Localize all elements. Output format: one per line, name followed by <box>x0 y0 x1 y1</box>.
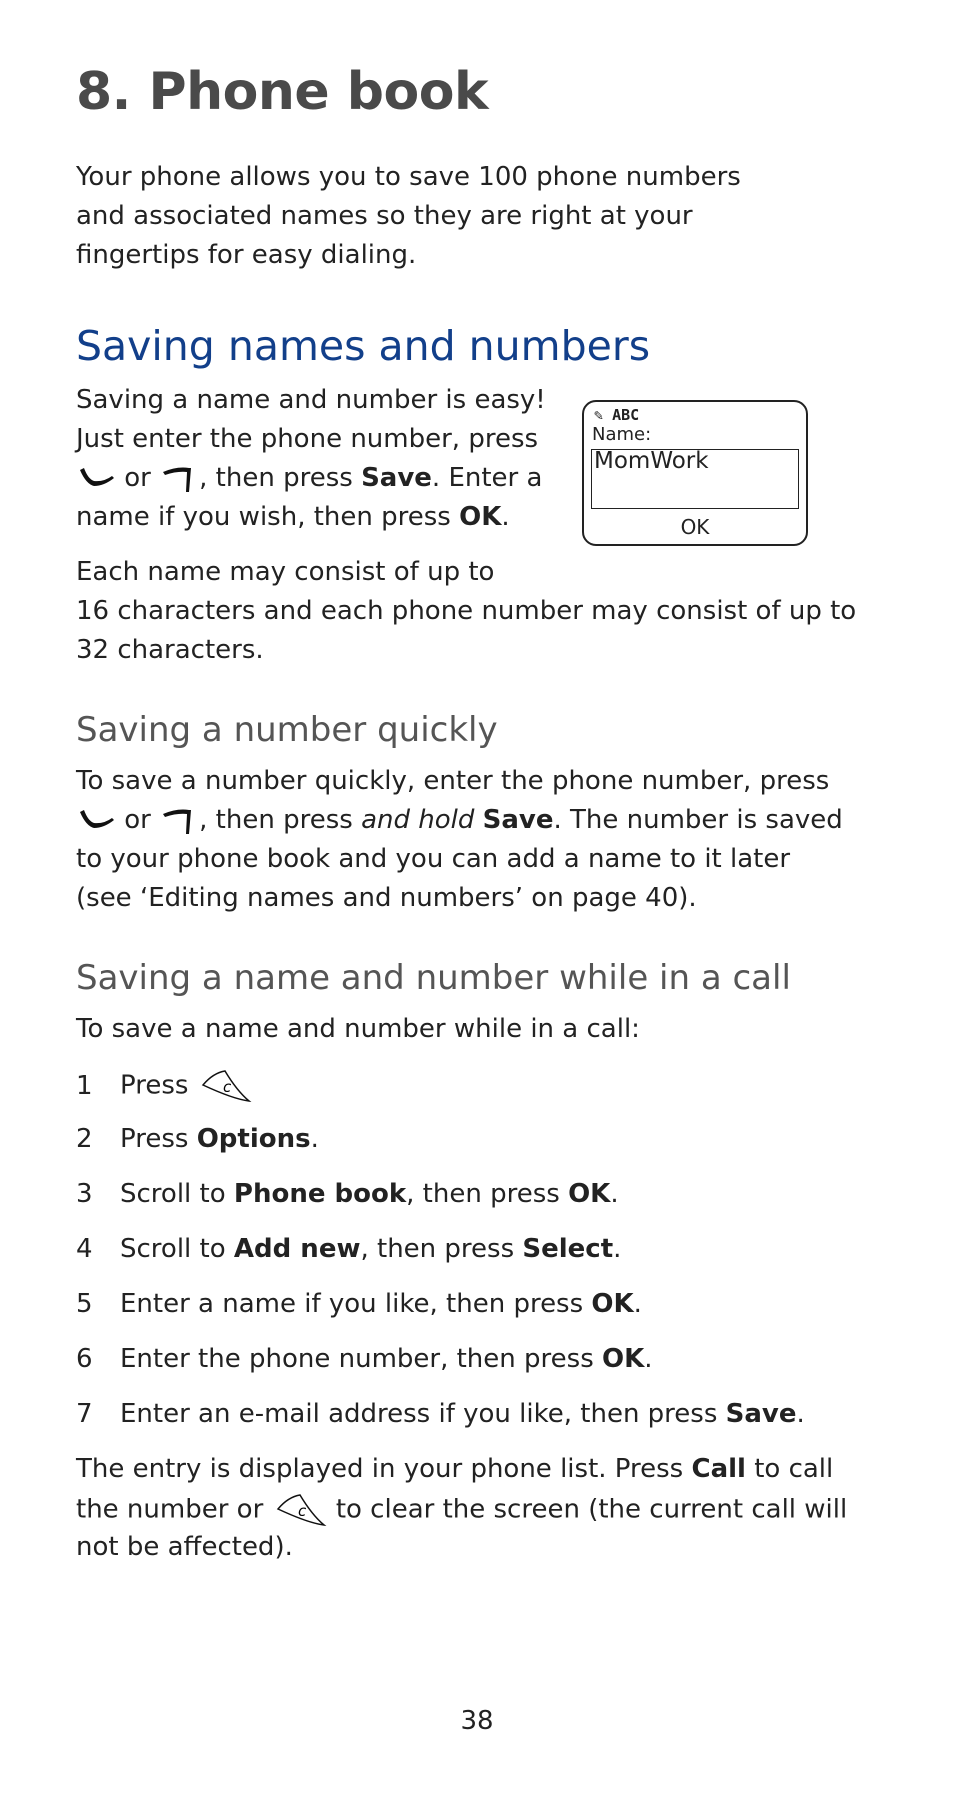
section2-line4: (see ‘Editing names and numbers’ on page 40). <box>76 883 697 913</box>
svg-text:c: c <box>222 1078 231 1096</box>
ok-keyword: OK <box>459 502 502 532</box>
select-key-icon <box>159 806 199 836</box>
section3-intro: To save a name and number while in a call: <box>76 1014 640 1044</box>
save-keyword: Save <box>361 463 432 493</box>
call-keyword: Call <box>691 1454 746 1484</box>
call-key-icon <box>76 806 116 836</box>
section1-p2-line2: 16 characters and each phone number may consist of up to <box>76 596 857 626</box>
or-text: or <box>124 463 151 493</box>
chapter-intro: Your phone allows you to save 100 phone numbers and associated names so they are right at your fingertips for easy dialing. <box>76 162 741 270</box>
closing-line3: not be affected). <box>76 1532 293 1562</box>
section2-line1: To save a number quickly, enter the phone number, press <box>76 766 830 796</box>
list-item: 1 Press c <box>76 1065 253 1107</box>
list-item: 5 Enter a name if you like, then press OK. <box>76 1289 642 1319</box>
screen-status: ✎ ABC <box>594 406 640 424</box>
closing-line1: The entry is displayed in your phone list. Press Call to call <box>76 1454 834 1484</box>
list-item: 3 Scroll to Phone book, then press OK. <box>76 1179 619 1209</box>
svg-text:c: c <box>297 1502 306 1520</box>
section-heading-in-call: Saving a name and number while in a call <box>76 958 791 998</box>
section1-p2-line3: 32 characters. <box>76 635 264 665</box>
page-number: 38 <box>460 1706 494 1736</box>
section1-line3: or , then press Save. Enter a <box>76 459 542 498</box>
section1-p2-line1: Each name may consist of up to <box>76 557 495 587</box>
list-item: 7 Enter an e-mail address if you like, then press Save. <box>76 1399 805 1429</box>
list-item: 4 Scroll to Add new, then press Select. <box>76 1234 622 1264</box>
clear-key-icon <box>272 1489 328 1531</box>
section2-line3: to your phone book and you can add a name to it later <box>76 844 791 874</box>
section-heading-quick: Saving a number quickly <box>76 710 498 750</box>
save-keyword: Save <box>482 805 554 835</box>
screen-name-value: MomWork <box>594 448 709 474</box>
section1-line1: Saving a name and number is easy! <box>76 385 546 415</box>
screen-name-field <box>591 449 799 509</box>
section1-line2: Just enter the phone number, press <box>76 424 539 454</box>
phone-screen-illustration <box>582 400 808 546</box>
closing-line2: the number or c to clear the screen (the current call will <box>76 1489 847 1531</box>
list-item: 2 Press Options. <box>76 1124 319 1154</box>
select-key-icon <box>159 464 199 494</box>
list-item: 6 Enter the phone number, then press OK. <box>76 1344 653 1374</box>
screen-softkey: OK <box>680 515 710 539</box>
chapter-title: 8. Phone book <box>76 62 489 122</box>
call-key-icon <box>76 464 116 494</box>
section1-line4: name if you wish, then press OK. <box>76 502 510 532</box>
clear-key-icon <box>197 1065 253 1107</box>
section-heading-saving-names: Saving names and numbers <box>76 322 651 370</box>
and-hold-text: and hold <box>361 805 475 835</box>
section2-line2: or , then press and hold Save. The number is saved <box>76 801 843 840</box>
pen-icon: ✎ <box>594 406 604 424</box>
screen-label: Name: <box>592 424 652 445</box>
